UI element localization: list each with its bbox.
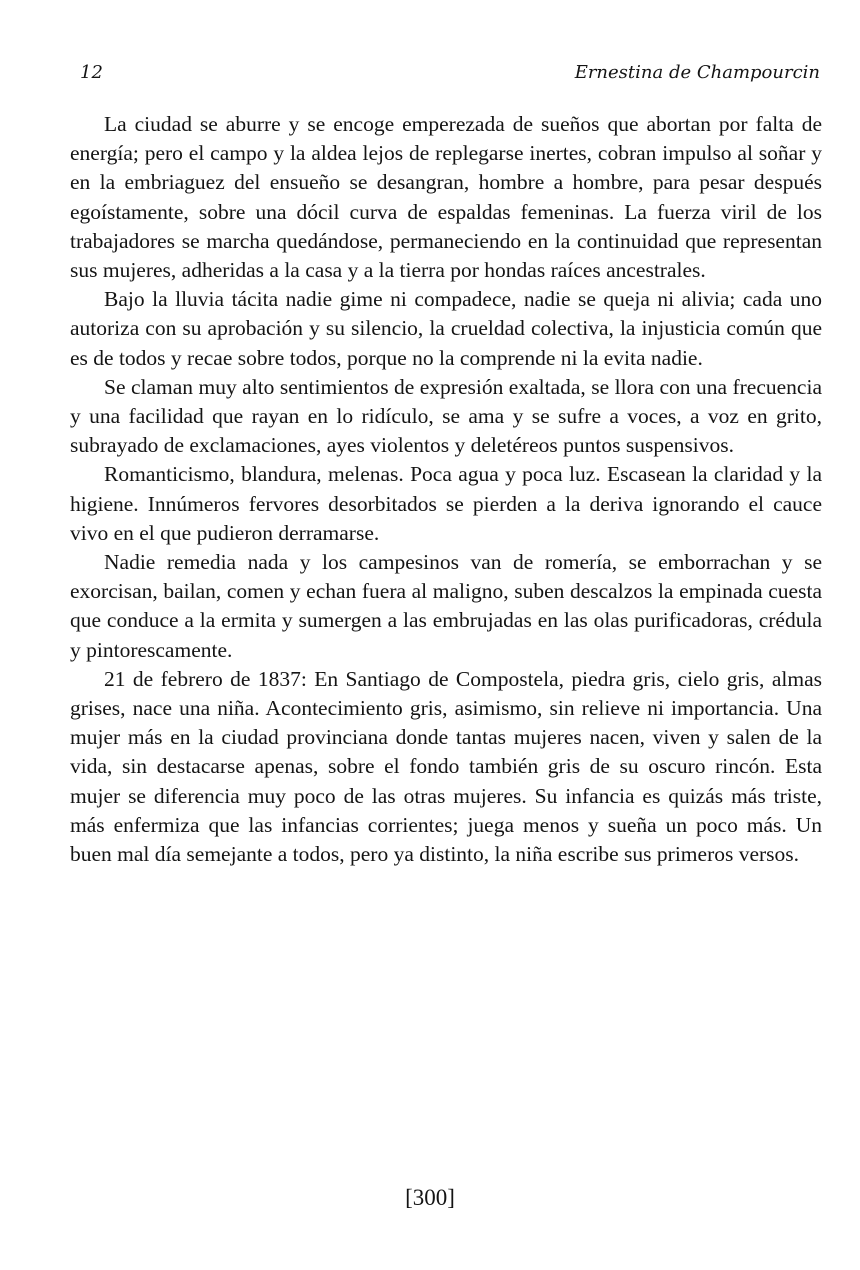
- running-head: Ernestina de Champourcin: [574, 62, 820, 83]
- body-text: [70, 110, 822, 869]
- page-number: 12: [80, 62, 103, 83]
- paragraph: Bajo la lluvia tácita nadie gime ni compadece, nadie se queja ni alivia; cada uno autoriza con su aprobación y su silencio, la crueldad colectiva, la injusticia común que es de todos y recae sobre todos, porque no la comprende ni la evita nadie.: [70, 287, 822, 370]
- paragraph: 21 de febrero de 1837: En Santiago de Compostela, piedra gris, cielo gris, almas grises, nace una niña. Acontecimiento gris, asimismo, sin relieve ni importancia. Una mujer más en la ciudad provinciana donde tantas mujeres nacen, viven y salen de la vida, sin destacarse apenas, sobre el fondo también gris de su oscuro rincón. Esta mujer se diferencia muy poco de las otras mujeres. Su infancia es quizás más triste, más enfermiza que las infancias corrientes; juega menos y sueña un poco más. Un buen mal día semejante a todos, pero ya distinto, la niña escribe sus primeros versos.: [70, 666, 822, 867]
- paragraph: Se claman muy alto sentimientos de expresión exaltada, se llora con una frecuencia y una facilidad que rayan en lo ridículo, se ama y se sufre a voces, a voz en grito, subrayado de exclamaciones, ayes violentos y deletéreos puntos suspensivos.: [70, 374, 822, 458]
- paragraph: Nadie remedia nada y los campesinos van de romería, se emborrachan y se exorcisan, bailan, comen y echan fuera al maligno, suben descalzos la empinada cuesta que conduce a la ermita y sumergen a las embrujadas en las olas purificadoras, crédula y pintorescamente.: [70, 550, 822, 662]
- page-folio: [300]: [405, 1185, 455, 1210]
- paragraph: La ciudad se aburre y se encoge emperezada de sueños que abortan por falta de energía; pero el campo y la aldea lejos de replegarse inertes, cobran impulso al soñar y en la embriaguez del ensueño se desangran, hombre a hombre, para pesar después egoístamente, sobre una dócil curva de espaldas femeninas. La fuerza viril de los trabajadores se marcha quedándose, permaneciendo en la continuidad que representan sus mujeres, adheridas a la casa y a la tierra por hondas raíces ancestrales.: [70, 112, 822, 283]
- page-header: [70, 62, 820, 92]
- paragraph: Romanticismo, blandura, melenas. Poca agua y poca luz. Escasean la claridad y la higiene. Innúmeros fervores desorbitados se pierden a la deriva ignorando el cauce vivo en el que pudieron derramarse.: [70, 462, 822, 545]
